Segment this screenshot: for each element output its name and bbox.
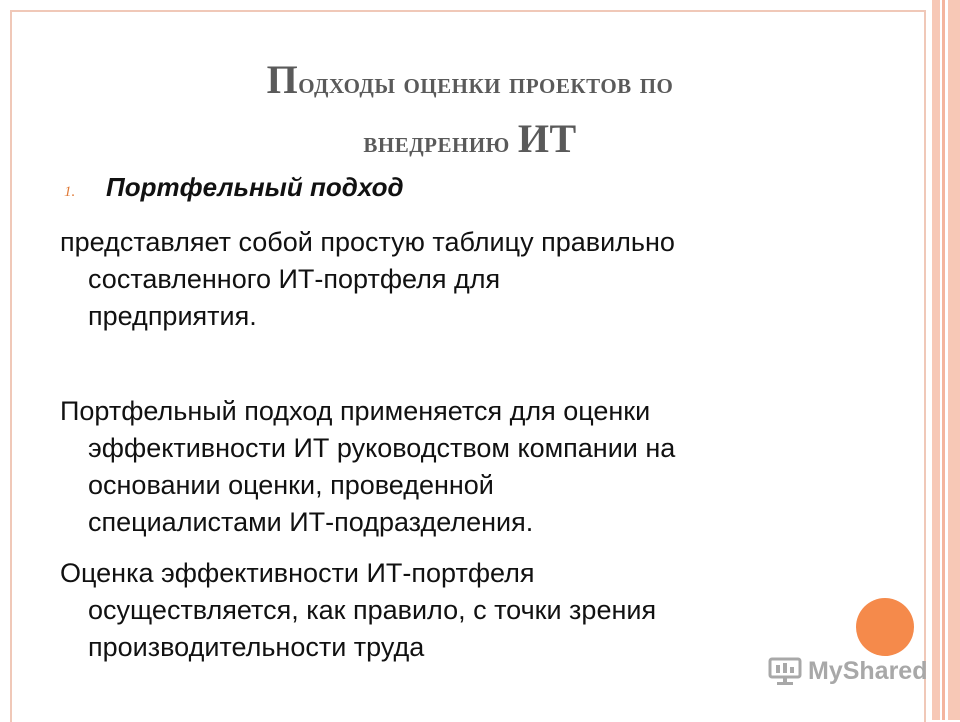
slide-title: Подходы оценки проектов по внедрению ИТ bbox=[266, 57, 674, 161]
paragraph-evaluation bbox=[60, 555, 840, 666]
paragraph-line: специалистами ИТ-подразделения. bbox=[88, 507, 534, 537]
paragraph-definition bbox=[60, 224, 840, 335]
list-item-heading: Портфельный подход bbox=[106, 172, 404, 202]
paragraph-line: представляет собой простую таблицу правильно bbox=[60, 227, 675, 257]
paragraph-line: Оценка эффективности ИТ-портфеля bbox=[60, 558, 535, 588]
paragraph-line: осуществляется, как правило, с точки зрения bbox=[88, 595, 657, 625]
watermark-text: MyShared bbox=[808, 656, 928, 685]
paragraph-line: эффективности ИТ руководством компании на bbox=[88, 433, 676, 463]
paragraph-line: предприятия. bbox=[88, 301, 257, 331]
presentation-board-icon bbox=[768, 656, 802, 686]
paragraph-line: Портфельный подход применяется для оценки bbox=[60, 396, 651, 426]
right-decor-stripe bbox=[942, 0, 945, 720]
right-decor-stripe bbox=[948, 0, 960, 720]
right-decor-stripe bbox=[932, 0, 940, 720]
watermark-logo bbox=[768, 656, 927, 686]
paragraph-line: основании оценки, проведенной bbox=[88, 470, 494, 500]
numbered-list-item bbox=[64, 172, 404, 212]
decorative-circle bbox=[856, 598, 914, 656]
paragraph-application bbox=[60, 393, 840, 541]
paragraph-line: составленного ИТ-портфеля для bbox=[88, 264, 501, 294]
list-number: 1. bbox=[64, 184, 76, 200]
paragraph-line: производительности труда bbox=[88, 632, 425, 662]
